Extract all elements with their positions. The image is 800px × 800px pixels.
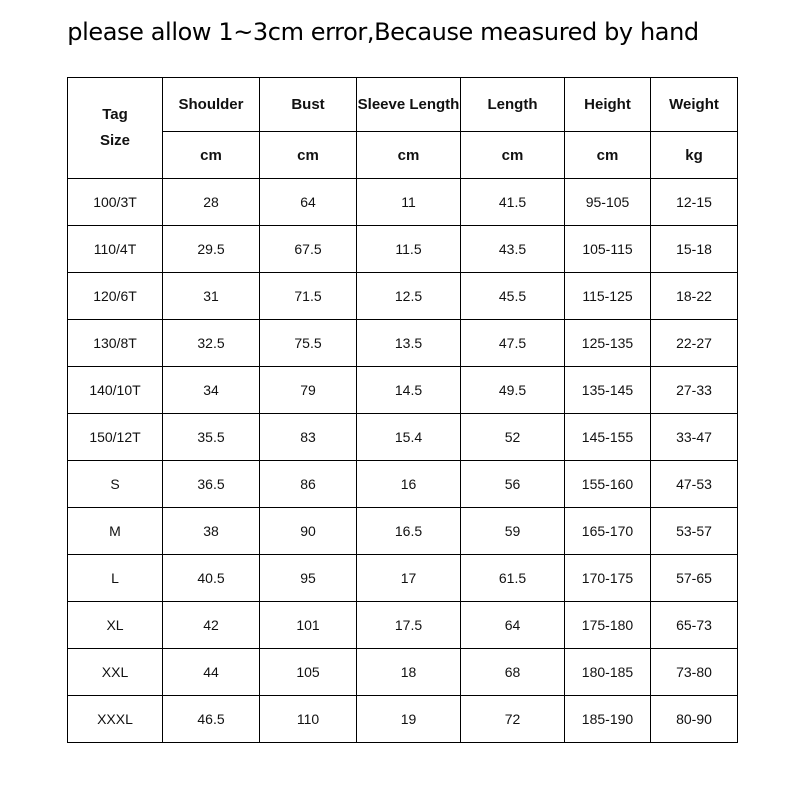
bust-cell: 101 xyxy=(260,602,357,649)
bust-cell: 105 xyxy=(260,649,357,696)
weight-cell: 27-33 xyxy=(651,367,738,414)
table-row xyxy=(68,226,738,273)
height-cell: 155-160 xyxy=(565,461,651,508)
shoulder-cell: 35.5 xyxy=(163,414,260,461)
weight-cell: 73-80 xyxy=(651,649,738,696)
weight-cell: 22-27 xyxy=(651,320,738,367)
shoulder-cell: 28 xyxy=(163,179,260,226)
shoulder-cell: 44 xyxy=(163,649,260,696)
unit-shoulder: cm xyxy=(163,132,260,179)
table-row xyxy=(68,367,738,414)
height-cell: 95-105 xyxy=(565,179,651,226)
tag-size-cell: 120/6T xyxy=(68,273,163,320)
header-weight: Weight xyxy=(651,78,738,132)
shoulder-cell: 38 xyxy=(163,508,260,555)
sleeve-length-cell: 19 xyxy=(357,696,461,743)
shoulder-cell: 29.5 xyxy=(163,226,260,273)
sleeve-length-cell: 14.5 xyxy=(357,367,461,414)
tag-size-cell: 140/10T xyxy=(68,367,163,414)
sleeve-length-cell: 17 xyxy=(357,555,461,602)
measurement-notice: please allow 1~3cm error,Because measured by hand xyxy=(67,18,699,46)
height-cell: 165-170 xyxy=(565,508,651,555)
size-chart-body xyxy=(68,78,738,743)
size-label: Size xyxy=(99,132,130,149)
tag-size-cell: 110/4T xyxy=(68,226,163,273)
table-row xyxy=(68,696,738,743)
sleeve-length-cell: 11.5 xyxy=(357,226,461,273)
unit-height: cm xyxy=(565,132,651,179)
table-row xyxy=(68,179,738,226)
tag-label: Tag xyxy=(102,106,128,123)
bust-cell: 79 xyxy=(260,367,357,414)
length-cell: 45.5 xyxy=(461,273,565,320)
length-cell: 47.5 xyxy=(461,320,565,367)
height-cell: 125-135 xyxy=(565,320,651,367)
weight-cell: 80-90 xyxy=(651,696,738,743)
sleeve-length-cell: 17.5 xyxy=(357,602,461,649)
bust-cell: 110 xyxy=(260,696,357,743)
length-cell: 68 xyxy=(461,649,565,696)
header-sleeve-length: Sleeve Length xyxy=(357,78,461,132)
length-cell: 41.5 xyxy=(461,179,565,226)
bust-cell: 90 xyxy=(260,508,357,555)
sleeve-length-cell: 13.5 xyxy=(357,320,461,367)
tag-size-cell: L xyxy=(68,555,163,602)
size-chart-table xyxy=(67,77,738,743)
tag-size-cell: M xyxy=(68,508,163,555)
shoulder-cell: 42 xyxy=(163,602,260,649)
height-cell: 170-175 xyxy=(565,555,651,602)
table-row xyxy=(68,320,738,367)
bust-cell: 75.5 xyxy=(260,320,357,367)
sleeve-length-cell: 18 xyxy=(357,649,461,696)
weight-cell: 18-22 xyxy=(651,273,738,320)
bust-cell: 83 xyxy=(260,414,357,461)
table-row xyxy=(68,414,738,461)
bust-cell: 95 xyxy=(260,555,357,602)
length-cell: 56 xyxy=(461,461,565,508)
length-cell: 59 xyxy=(461,508,565,555)
height-cell: 135-145 xyxy=(565,367,651,414)
height-cell: 180-185 xyxy=(565,649,651,696)
shoulder-cell: 36.5 xyxy=(163,461,260,508)
table-row xyxy=(68,461,738,508)
shoulder-cell: 40.5 xyxy=(163,555,260,602)
weight-cell: 57-65 xyxy=(651,555,738,602)
table-row xyxy=(68,649,738,696)
length-cell: 72 xyxy=(461,696,565,743)
length-cell: 43.5 xyxy=(461,226,565,273)
tag-size-cell: XXXL xyxy=(68,696,163,743)
weight-cell: 12-15 xyxy=(651,179,738,226)
sleeve-length-cell: 16.5 xyxy=(357,508,461,555)
weight-cell: 65-73 xyxy=(651,602,738,649)
height-cell: 105-115 xyxy=(565,226,651,273)
tag-size-cell: XXL xyxy=(68,649,163,696)
table-row xyxy=(68,273,738,320)
sleeve-length-cell: 16 xyxy=(357,461,461,508)
height-cell: 115-125 xyxy=(565,273,651,320)
tag-size-cell: S xyxy=(68,461,163,508)
shoulder-cell: 46.5 xyxy=(163,696,260,743)
table-row xyxy=(68,555,738,602)
height-cell: 185-190 xyxy=(565,696,651,743)
header-shoulder: Shoulder xyxy=(163,78,260,132)
header-bust: Bust xyxy=(260,78,357,132)
shoulder-cell: 31 xyxy=(163,273,260,320)
length-cell: 64 xyxy=(461,602,565,649)
shoulder-cell: 34 xyxy=(163,367,260,414)
header-length: Length xyxy=(461,78,565,132)
weight-cell: 33-47 xyxy=(651,414,738,461)
unit-bust: cm xyxy=(260,132,357,179)
tag-size-cell: 150/12T xyxy=(68,414,163,461)
header-height: Height xyxy=(565,78,651,132)
length-cell: 61.5 xyxy=(461,555,565,602)
tag-size-cell: 130/8T xyxy=(68,320,163,367)
unit-weight: kg xyxy=(651,132,738,179)
weight-cell: 47-53 xyxy=(651,461,738,508)
tag-size-cell: XL xyxy=(68,602,163,649)
table-row xyxy=(68,602,738,649)
unit-row xyxy=(68,132,738,179)
unit-length: cm xyxy=(461,132,565,179)
length-cell: 49.5 xyxy=(461,367,565,414)
header-row xyxy=(68,78,738,132)
bust-cell: 64 xyxy=(260,179,357,226)
table-row xyxy=(68,508,738,555)
height-cell: 145-155 xyxy=(565,414,651,461)
shoulder-cell: 32.5 xyxy=(163,320,260,367)
weight-cell: 53-57 xyxy=(651,508,738,555)
length-cell: 52 xyxy=(461,414,565,461)
tag-size-cell: 100/3T xyxy=(68,179,163,226)
sleeve-length-cell: 12.5 xyxy=(357,273,461,320)
bust-cell: 86 xyxy=(260,461,357,508)
weight-cell: 15-18 xyxy=(651,226,738,273)
bust-cell: 71.5 xyxy=(260,273,357,320)
sleeve-length-cell: 15.4 xyxy=(357,414,461,461)
height-cell: 175-180 xyxy=(565,602,651,649)
unit-sleeve-length: cm xyxy=(357,132,461,179)
sleeve-length-cell: 11 xyxy=(357,179,461,226)
bust-cell: 67.5 xyxy=(260,226,357,273)
tag-size-header xyxy=(68,78,163,179)
